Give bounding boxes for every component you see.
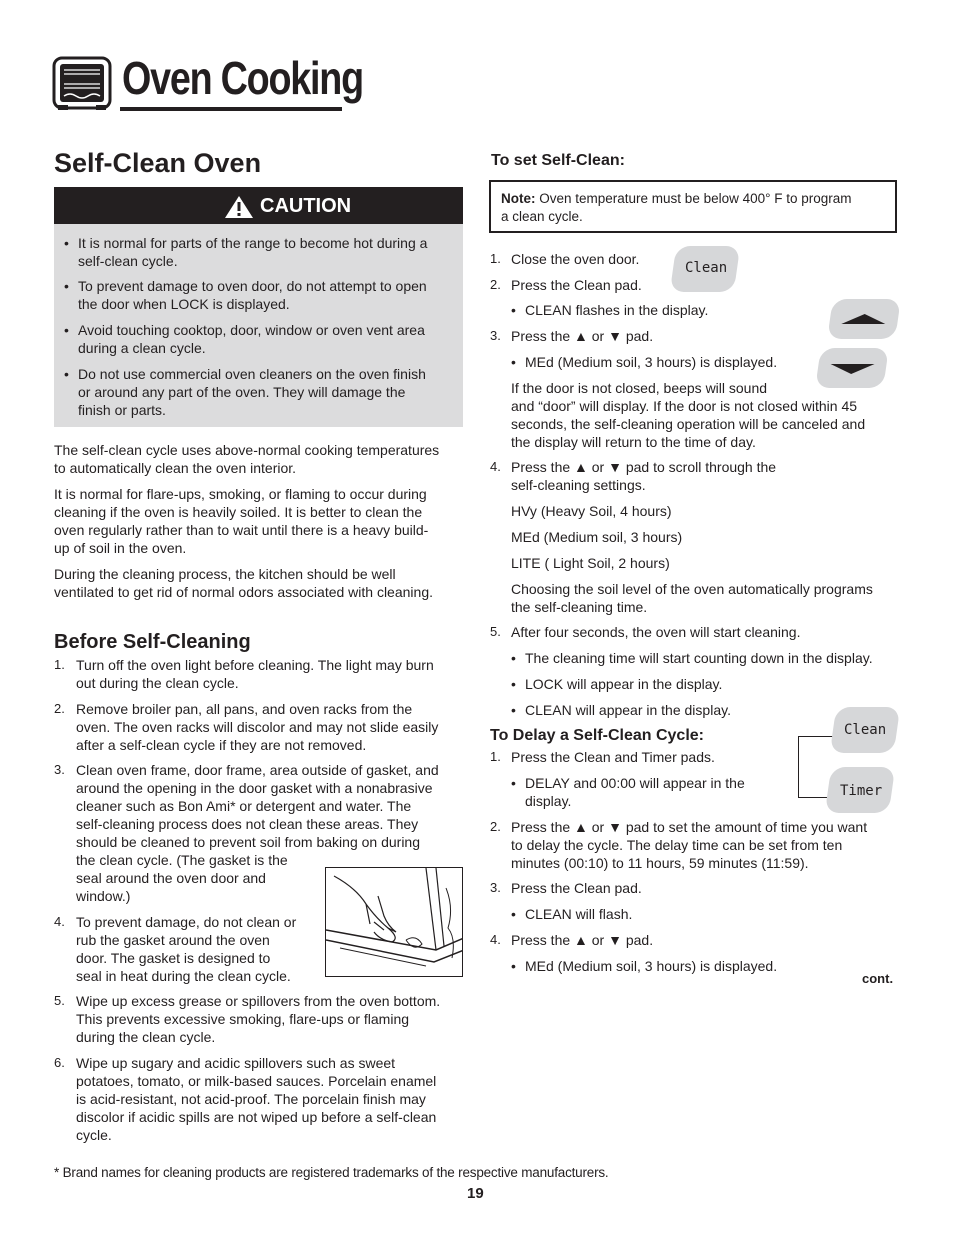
caution-item: • Do not use commercial oven cleaners on the oven finish or around any part of the oven. They will damage the finish or parts. [78,365,426,419]
caution-label: CAUTION [260,195,352,217]
clean-pad-label: Clean [844,722,887,738]
soil-medium: MEd (Medium soil, 3 hours) [511,529,683,545]
up-arrow-pad[interactable] [827,299,901,339]
step-bullet: • MEd (Medium soil, 3 hours) is displayed. [525,353,777,371]
step-bullet: • CLEAN flashes in the display. [525,301,708,319]
intro-paragraph: The self-clean cycle uses above-normal cooking temperatures to automatically clean the oven interior. [54,442,440,476]
step-item: 2. Press the Clean pad. [490,277,642,293]
step-bullet: • MEd (Medium soil, 3 hours) is displayed. [525,957,777,975]
step-item: 3. Press the ▲ or ▼ pad. [490,328,654,344]
clean-pad-label: Clean [685,260,728,276]
list-item: 1. Turn off the oven light before cleaning. The light may burn out during the clean cycle. [54,657,434,691]
section-title: Self-Clean Oven [54,148,262,178]
delay-title: To Delay a Self-Clean Cycle: [490,727,704,744]
list-item: 2. Remove broiler pan, all pans, and oven racks from the oven. The oven racks will discolor and may not slide easily after a self-clean cycle if they are not removed. [54,701,439,753]
footnote: * Brand names for cleaning products are registered trademarks of the respective manufacturers. [54,1165,609,1180]
list-item: 4. To prevent damage, do not clean or rub the gasket around the oven door. The gasket is designed to seal in heat during the clean cycle. [54,914,297,984]
page-number: 19 [467,1185,484,1202]
caution-banner [54,187,463,224]
step-bullet: • LOCK will appear in the display. [525,675,722,693]
list-item: 5. Wipe up excess grease or spillovers from the oven bottom. This prevents excessive smoking, flare-ups or flaming during the clean cycle. [54,993,441,1045]
continued-label: cont. [862,971,894,986]
gasket-illustration [325,867,463,977]
soil-light: LITE ( Light Soil, 2 hours) [511,555,670,571]
caution-item: • To prevent damage to oven door, do not attempt to open the door when LOCK is displayed. [78,277,427,313]
warning-icon [224,195,254,219]
note-box: Note: Oven temperature must be below 400° F to program a clean cycle. [489,180,897,233]
intro-paragraph: During the cleaning process, the kitchen should be well ventilated to get rid of normal odors associated with cleaning. [54,566,433,600]
page-header-title: Oven Cooking [122,52,363,104]
step-item: 3. Press the Clean pad. [490,880,642,896]
set-self-clean-title: To set Self-Clean: [491,152,625,169]
intro-paragraph: It is normal for flare-ups, smoking, or flaming to occur during cleaning if the oven is heavily soiled. It is better to clean the oven regularly rather than to wait until there is a heavy build- up of soil in the oven. [54,486,429,556]
step-item: 5. After four seconds, the oven will start cleaning. [490,624,801,640]
caution-item: • Avoid touching cooktop, door, window or oven vent area during a clean cycle. [78,321,425,357]
caution-item: • It is normal for parts of the range to become hot during a self-clean cycle. [78,234,427,270]
step-item: 1. Close the oven door. [490,251,640,267]
step-item: 1. Press the Clean and Timer pads. [490,749,715,765]
down-arrow-pad[interactable] [815,348,889,388]
step-bullet: • DELAY and 00:00 will appear in the display. [525,774,745,810]
oven-icon [52,56,112,117]
before-cleaning-title: Before Self-Cleaning [54,631,251,653]
header-rule [120,107,342,111]
step-bullet: • CLEAN will appear in the display. [525,701,731,719]
step-item: 4. Press the ▲ or ▼ pad. [490,932,654,948]
step-item: 4. Press the ▲ or ▼ pad to scroll through the self-cleaning settings. [490,459,777,493]
up-arrow-icon [839,312,889,326]
down-arrow-icon [827,362,877,376]
soil-heavy: HVy (Heavy Soil, 4 hours) [511,503,672,519]
note-label: Note: [501,191,536,206]
step-item: 2. Press the ▲ or ▼ pad to set the amount of time you want to delay the cycle. The delay time can be set from ten minutes (00:10) to 11 hours, 59 minutes (11:59). [490,819,868,871]
step-paragraph: If the door is not closed, beeps will sound and “door” will display. If the door is not closed within 45 seconds, the self-cleaning operation will be canceled and the display will return to the time of day. [511,380,866,450]
timer-pad-label: Timer [840,783,883,799]
caution-box [54,224,463,427]
list-item: 3. Clean oven frame, door frame, area outside of gasket, and around the opening in the door gasket with a nonabrasive cleaner such as Bon Ami* or detergent and water. The self-cleaning process does not clean these areas. They should be cleaned to prevent soil from baking on during the clean cycle. (The gasket is the seal around the oven door and window.) [54,762,439,904]
step-bullet: • CLEAN will flash. [525,905,632,923]
list-item: 6. Wipe up sugary and acidic spillovers such as sweet potatoes, tomato, or milk-based sauces. Porcelain enamel is acid-resistant, not acid-proof. The porcelain finish may discolor if acidic spills are not wiped up before a self-clean cycle. [54,1055,437,1143]
step-bullet: • The cleaning time will start counting down in the display. [525,649,873,667]
step-paragraph: Choosing the soil level of the oven automatically programs the self-cleaning time. [511,581,873,615]
